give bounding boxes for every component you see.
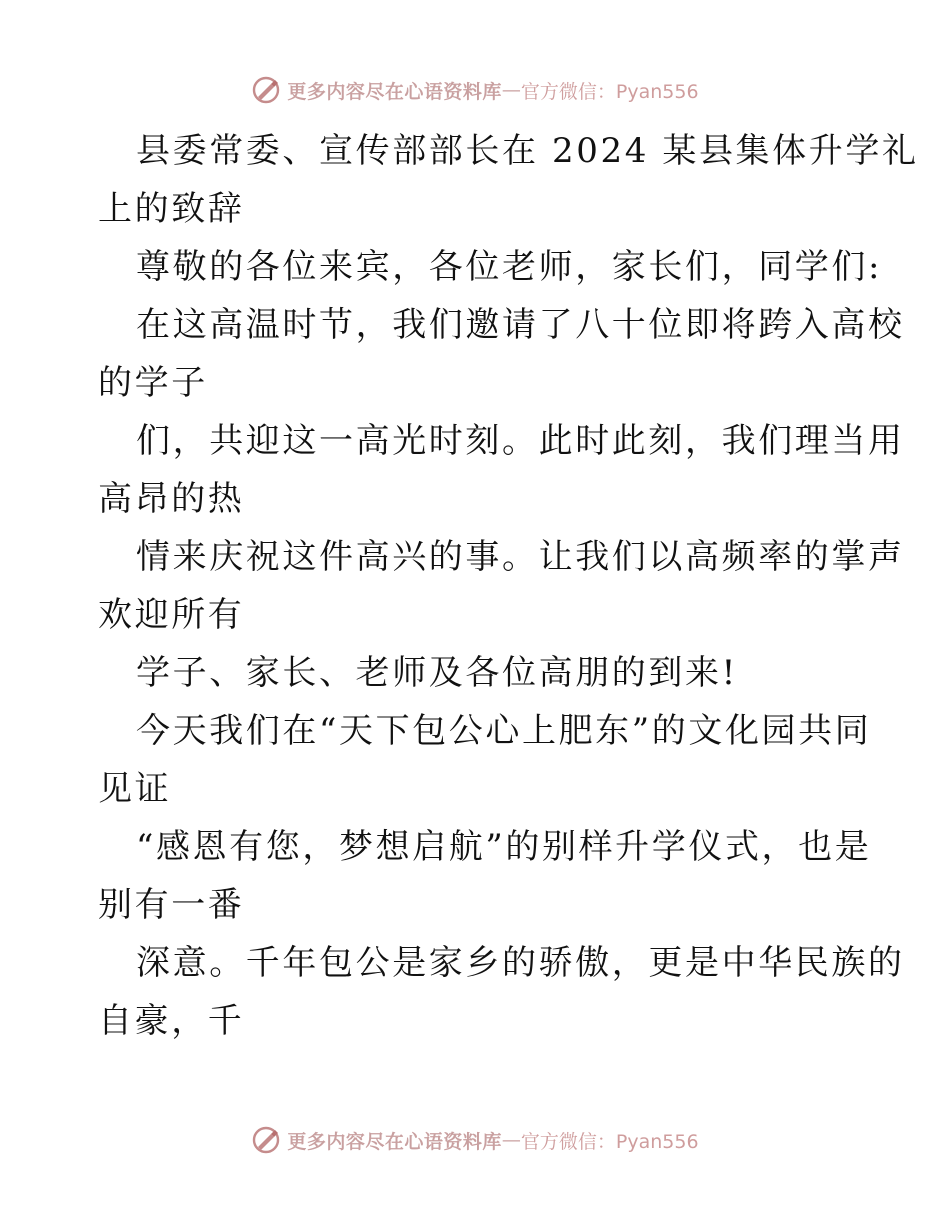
banner-separator: — [501, 1129, 521, 1151]
banner-separator: — [501, 79, 521, 101]
text-line: 自豪，千 [98, 1001, 245, 1041]
banner-wechat: 官方微信：Pyan556 [520, 1130, 699, 1153]
banner-text: 更多内容尽在心语资料库 [287, 80, 502, 103]
text-line: 学子、家长、老师及各位高朋的到来! [136, 653, 738, 693]
text-line: 高昂的热 [98, 479, 245, 519]
pen-circle-logo-icon [251, 75, 281, 105]
document-body [98, 122, 919, 1050]
text-line: 别有一番 [98, 885, 245, 925]
pen-circle-logo-icon [251, 1125, 281, 1155]
text-line: 见证 [98, 769, 172, 809]
header-banner [0, 70, 950, 110]
text-line: 尊敬的各位来宾，各位老师，家长们，同学们: [136, 247, 883, 287]
text-line: 情来庆祝这件高兴的事。让我们以高频率的掌声 [136, 537, 905, 577]
text-line: 们，共迎这一高光时刻。此时此刻，我们理当用 [136, 421, 905, 461]
text-line: 深意。千年包公是家乡的骄傲，更是中华民族的 [136, 943, 905, 983]
text-line: 上的致辞 [98, 189, 245, 229]
footer-banner [0, 1120, 950, 1160]
text-line: 今天我们在“天下包公心上肥东”的文化园共同 [136, 711, 872, 751]
text-line: 的学子 [98, 363, 208, 403]
text-line: “感恩有您，梦想启航”的别样升学仪式，也是 [136, 827, 872, 867]
banner-wechat: 官方微信：Pyan556 [520, 80, 699, 103]
text-line: 在这高温时节，我们邀请了八十位即将跨入高校 [136, 305, 905, 345]
text-line: 欢迎所有 [98, 595, 245, 635]
text-line: 县委常委、宣传部部长在 2024 某县集体升学礼 [136, 131, 919, 171]
banner-text: 更多内容尽在心语资料库 [287, 1130, 502, 1153]
